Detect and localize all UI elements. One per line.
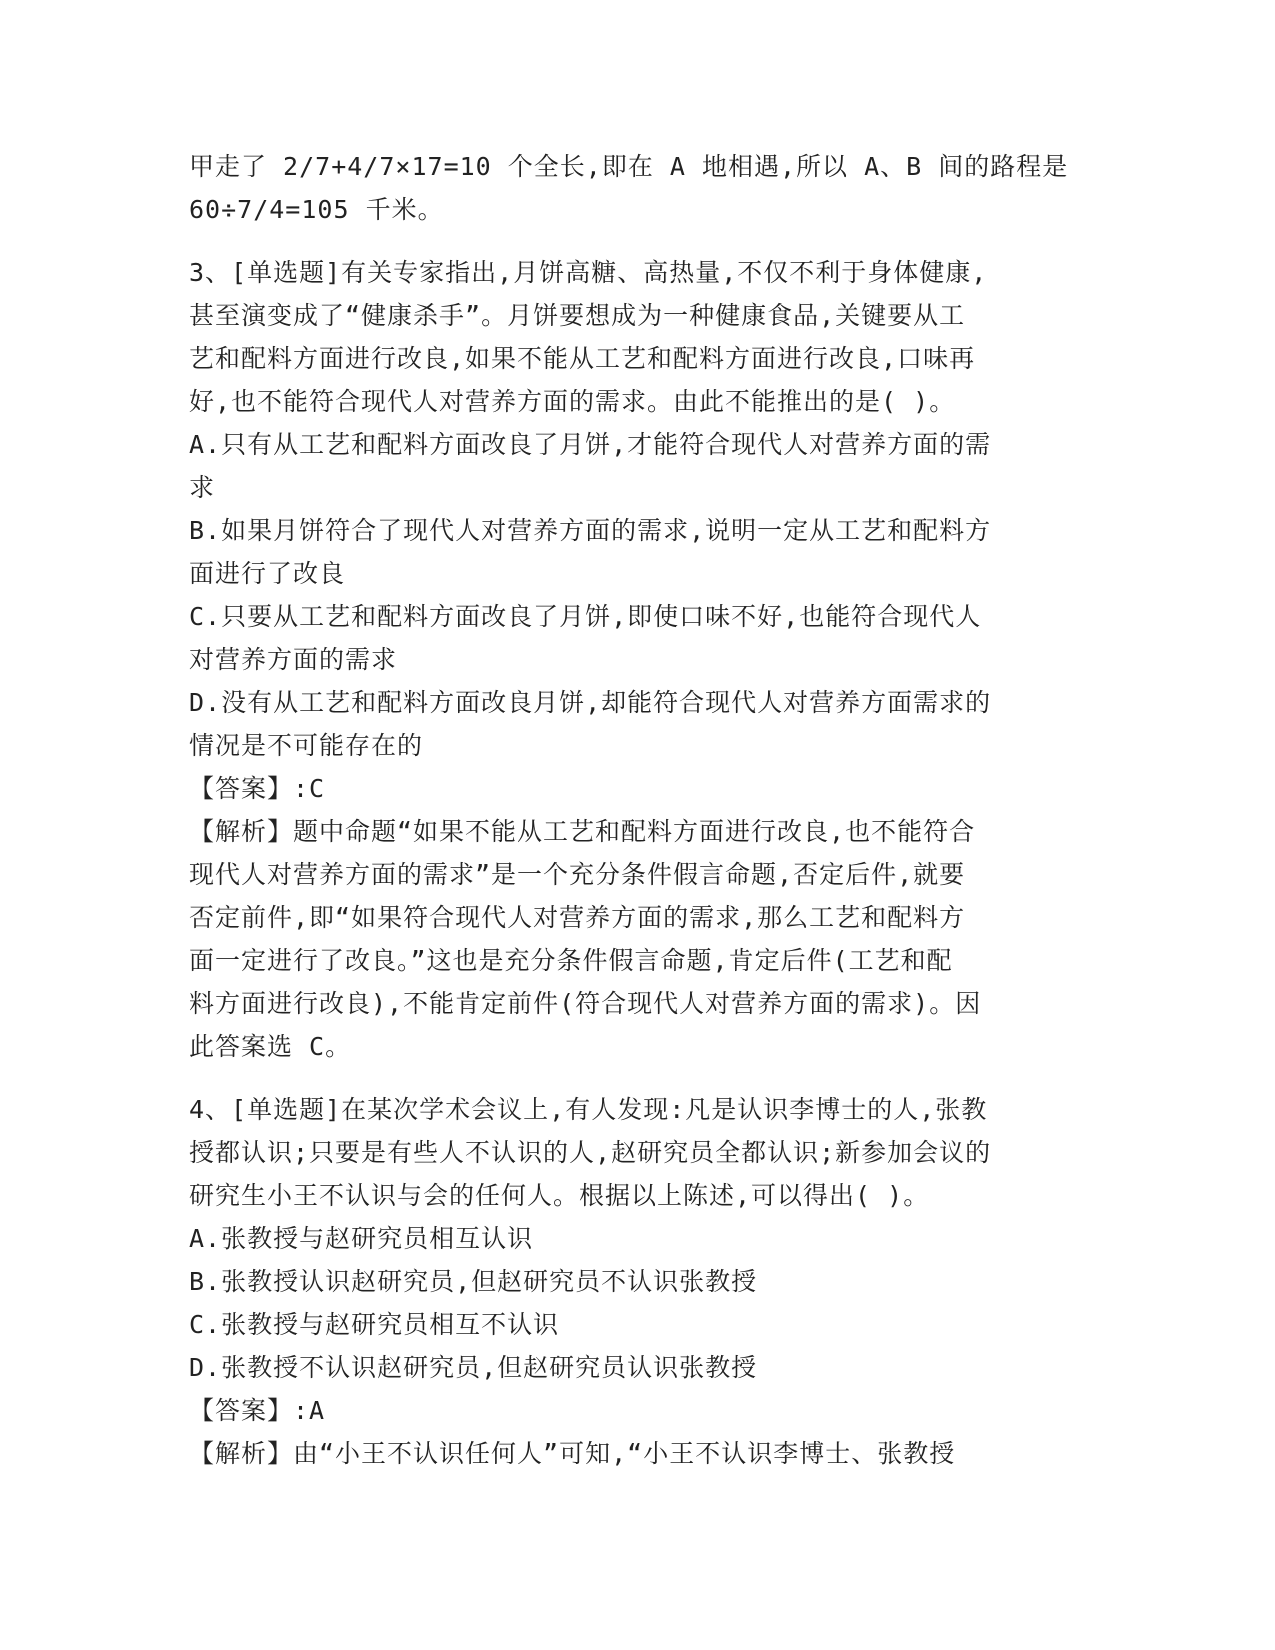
text-line: 研究生小王不认识与会的任何人。根据以上陈述,可以得出( )。 [189,1181,930,1210]
option-a-line: 求 [189,473,216,502]
text-line: 【解析】由“小王不认识任何人”可知,“小王不认识李博士、张教授 [189,1439,956,1468]
option-a-line: A.张教授与赵研究员相互认识 [189,1224,534,1253]
text-line: 60÷7/4=105 千米。 [189,195,444,224]
question-4 [189,1088,1089,1475]
option-d-line: 情况是不可能存在的 [189,731,424,760]
paragraph-gap [189,231,1089,251]
text-line: 授都认识;只要是有些人不认识的人,赵研究员全都认识;新参加会议的 [189,1138,992,1167]
answer-line: 【答案】:A [189,1396,326,1425]
text-line: 3、[单选题]有关专家指出,月饼高糖、高热量,不仅不利于身体健康, [189,258,988,287]
paragraph-gap [189,1068,1089,1088]
option-a-line: A.只有从工艺和配料方面改良了月饼,才能符合现代人对营养方面的需 [189,430,992,459]
text-line: 好,也不能符合现代人对营养方面的需求。由此不能推出的是( )。 [189,387,956,416]
text-line: 【解析】题中命题“如果不能从工艺和配料方面进行改良,也不能符合 [189,817,976,846]
question-3 [189,251,1089,1068]
text-line: 否定前件,即“如果符合现代人对营养方面的需求,那么工艺和配料方 [189,903,966,932]
option-b-line: B.张教授认识赵研究员,但赵研究员不认识张教授 [189,1267,758,1296]
document-body [189,145,1089,1475]
analysis [189,1432,1089,1475]
option-b-line: B.如果月饼符合了现代人对营养方面的需求,说明一定从工艺和配料方 [189,516,992,545]
option-b-line: 面进行了改良 [189,559,346,588]
question-options [189,423,1089,767]
option-c-line: 对营养方面的需求 [189,645,398,674]
option-c-line: C.只要从工艺和配料方面改良了月饼,即使口味不好,也能符合现代人 [189,602,982,631]
continuation-paragraph [189,145,1089,231]
text-line: 料方面进行改良),不能肯定前件(符合现代人对营养方面的需求)。因 [189,989,982,1018]
text-line: 现代人对营养方面的需求”是一个充分条件假言命题,否定后件,就要 [189,860,966,889]
text-line: 4、[单选题]在某次学术会议上,有人发现:凡是认识李博士的人,张教 [189,1095,988,1124]
option-d-line: D.张教授不认识赵研究员,但赵研究员认识张教授 [189,1353,758,1382]
text-line: 甲走了 2/7+4/7×17=10 个全长,即在 A 地相遇,所以 A、B 间的路程是 [189,152,1069,181]
text-line: 面一定进行了改良。”这也是充分条件假言命题,肯定后件(工艺和配 [189,946,953,975]
text-line: 甚至演变成了“健康杀手”。月饼要想成为一种健康食品,关键要从工 [189,301,966,330]
text-line: 艺和配料方面进行改良,如果不能从工艺和配料方面进行改良,口味再 [189,344,976,373]
option-d-line: D.没有从工艺和配料方面改良月饼,却能符合现代人对营养方面需求的 [189,688,992,717]
option-c-line: C.张教授与赵研究员相互不认识 [189,1310,560,1339]
text-line: 此答案选 C。 [189,1032,352,1061]
analysis [189,810,1089,1068]
question-stem [189,1088,1089,1217]
question-stem [189,251,1089,423]
answer-line: 【答案】:C [189,774,326,803]
question-options [189,1217,1089,1389]
